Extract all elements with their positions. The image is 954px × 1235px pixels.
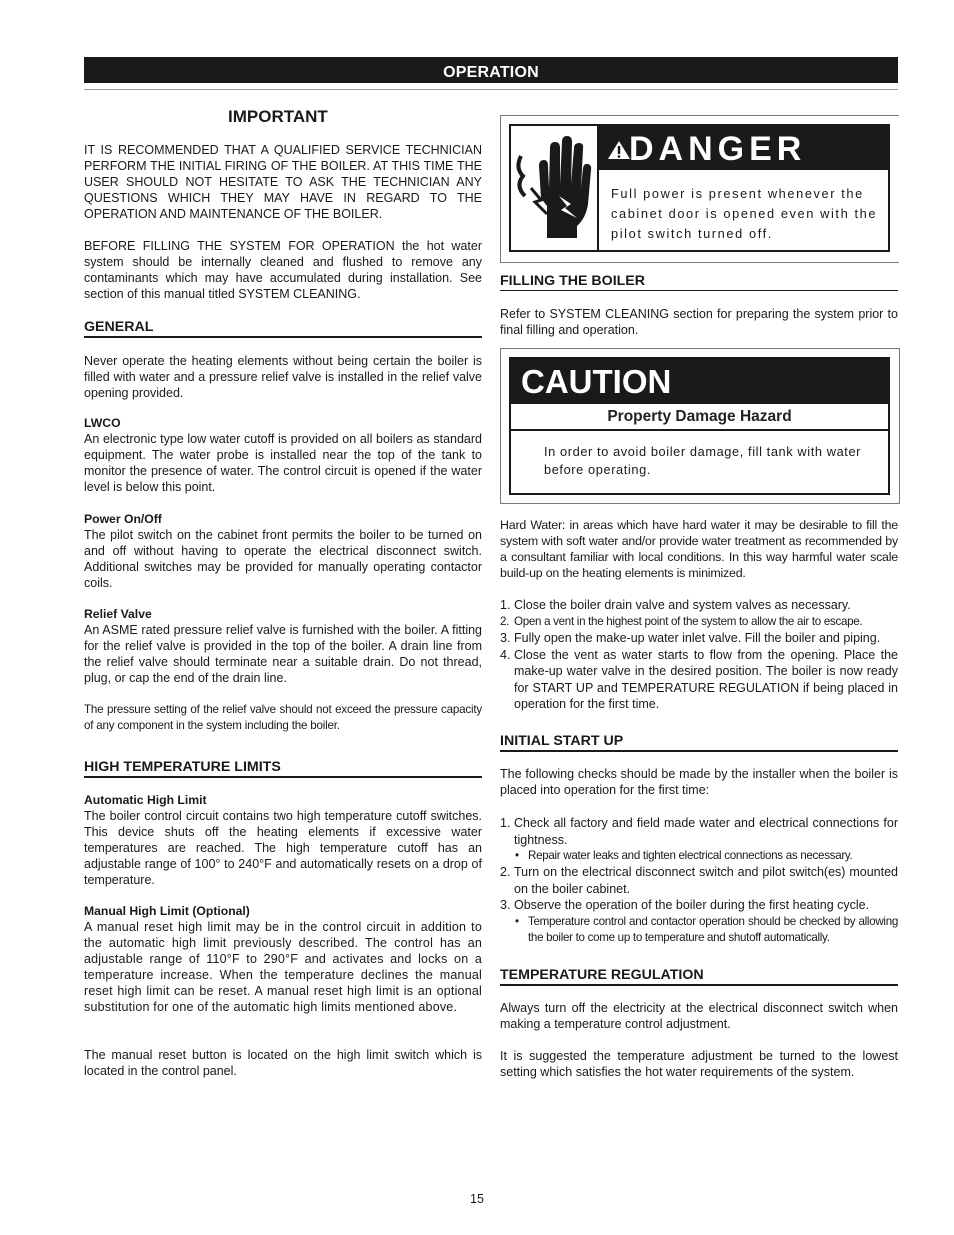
relief-paragraph-2: The pressure setting of the relief valve should not exceed the pressure capacity of any component in the system including the boiler. <box>84 703 482 732</box>
caution-header <box>511 359 888 404</box>
danger-word: DANGER <box>629 130 807 168</box>
caution-inner-frame <box>509 357 890 495</box>
auto-high-limit-paragraph: The boiler control circuit contains two high temperature cutoff switches. This device shuts off the heating elements if excessive water temperatures are reached. The high temperature cutoff has an adjustable range of 100° to 240°F and automatically resets on a drop of temperature. <box>84 809 482 887</box>
temp-regulation-paragraph-1: Always turn off the electricity at the electrical disconnect switch when making a temperature control adjustment. <box>500 1001 898 1031</box>
initial-startup-heading: INITIAL START UP <box>500 733 898 752</box>
danger-message: Full power is present whenever the cabinet door is opened even with the pilot switch turned off. <box>611 186 878 241</box>
list-item: 4. Close the vent as water starts to flow from the opening. Place the make-up water valve in the desired position. The boiler is now ready for START UP and TEMPERATURE REGULATION if being placed in operation for the first time. <box>500 647 898 711</box>
manual-high-limit-paragraph-1: A manual reset high limit may be in the control circuit in addition to the automatic high limit previously described. The control has an adjustable range of 110°F to 290°F and activates and locks on a temperature increase. When the temperature declines the manual reset high limit can be reset. A manual reset high limit is an optional substitution for one of the automatic high limits mentioned above. <box>84 920 482 1014</box>
filling-boiler-heading: FILLING THE BOILER <box>500 273 898 291</box>
initial-startup-paragraph: The following checks should be made by the installer when the boiler is placed into operation for the first time: <box>500 767 898 797</box>
relief-paragraph-1: An ASME rated pressure relief valve is furnished with the boiler. A fitting for the relief valve is provided in the top of the boiler. A drain line from the relief valve should terminate near a suitable drain. Do not thread, plug, or cap the end of the drain line. <box>84 623 482 685</box>
high-temp-limits-heading: HIGH TEMPERATURE LIMITS <box>84 759 482 778</box>
list-item: • Temperature control and contactor operation should be checked by allowing the boiler to come up to temperature and shutoff automatically. <box>500 914 898 946</box>
page-number: 15 <box>470 1192 484 1206</box>
manual-high-limit-paragraph-2: The manual reset button is located on the high limit switch which is located in the control panel. <box>84 1048 482 1078</box>
section-title: OPERATION <box>443 64 539 81</box>
list-item: 2. Turn on the electrical disconnect switch and pilot switch(es) mounted on the boiler cabinet. <box>500 865 898 896</box>
caution-subtitle: Property Damage Hazard <box>511 404 888 431</box>
filling-steps-list <box>500 597 898 713</box>
important-paragraph-1: IT IS RECOMMENDED THAT A QUALIFIED SERVICE TECHNICIAN PERFORM THE INITIAL FIRING OF THE BOILER. AT THIS TIME THE USER SHOULD NOT HESITATE TO ASK THE TECHNICIAN ANY QUESTIONS WHICH THEY MAY HAVE IN REGARD TO THE OPERATION AND MAINTENANCE OF THE BOILER. <box>84 143 482 221</box>
caution-warning-box <box>500 348 900 504</box>
danger-header <box>599 126 888 170</box>
electric-shock-hand-icon <box>511 126 599 250</box>
list-item: 1. Check all factory and field made water and electrical connections for tightness. <box>500 816 898 847</box>
manual-high-limit-heading: Manual High Limit (Optional) <box>84 904 250 918</box>
danger-inner-frame <box>509 124 890 252</box>
danger-warning-box <box>500 115 899 263</box>
startup-steps-list <box>500 815 898 946</box>
general-heading: GENERAL <box>84 319 482 338</box>
relief-heading: Relief Valve <box>84 607 152 621</box>
important-heading: IMPORTANT <box>228 107 328 126</box>
list-item: • Repair water leaks and tighten electrical connections as necessary. <box>500 848 898 864</box>
filling-boiler-paragraph: Refer to SYSTEM CLEANING section for preparing the system prior to final filling and operation. <box>500 307 898 337</box>
list-item: 1. Close the boiler drain valve and system valves as necessary. <box>500 598 851 612</box>
temp-regulation-heading: TEMPERATURE REGULATION <box>500 967 898 986</box>
list-item: 2. Open a vent in the highest point of the system to allow the air to escape. <box>500 614 863 628</box>
lwco-paragraph: An electronic type low water cutoff is provided on all boilers as standard equipment. The water probe is installed near the top of the tank to monitor the presence of water. The control circuit is opened if the water level is below this point. <box>84 432 482 494</box>
auto-high-limit-heading: Automatic High Limit <box>84 793 207 807</box>
caution-message: In order to avoid boiler damage, fill tank with water before operating. <box>544 444 862 477</box>
general-paragraph: Never operate the heating elements without being certain the boiler is filled with water and a pressure relief valve is installed in the relief valve opening provided. <box>84 354 482 400</box>
caution-word: CAUTION <box>521 363 672 400</box>
hard-water-paragraph: Hard Water: in areas which have hard water it may be desirable to fill the system with soft water and/or provide water treatment as recommended by a consultant familiar with local conditions. In this way harmful water scale build-up on the heating elements is minimized. <box>500 518 898 580</box>
important-paragraph-2: BEFORE FILLING THE SYSTEM FOR OPERATION the hot water system should be internally cleaned and flushed to remove any contaminants which may have accumulated during installation. See section of this manual titled SYSTEM CLEANING. <box>84 239 482 301</box>
power-paragraph: The pilot switch on the cabinet front permits the boiler to be turned on and off without having to operate the electrical disconnect switch. Additional switches may be provided for manually operating contactor coils. <box>84 528 482 590</box>
temp-regulation-paragraph-2: It is suggested the temperature adjustment be turned to the lowest setting which satisfies the hot water requirements of the system. <box>500 1049 898 1079</box>
header-rule <box>84 89 898 90</box>
section-header-bar <box>84 57 898 83</box>
list-item: 3. Observe the operation of the boiler during the first heating cycle. <box>500 898 870 912</box>
power-heading: Power On/Off <box>84 512 162 526</box>
warning-triangle-icon <box>607 140 631 160</box>
list-item: 3. Fully open the make-up water inlet valve. Fill the boiler and piping. <box>500 631 881 645</box>
lwco-heading: LWCO <box>84 416 121 430</box>
